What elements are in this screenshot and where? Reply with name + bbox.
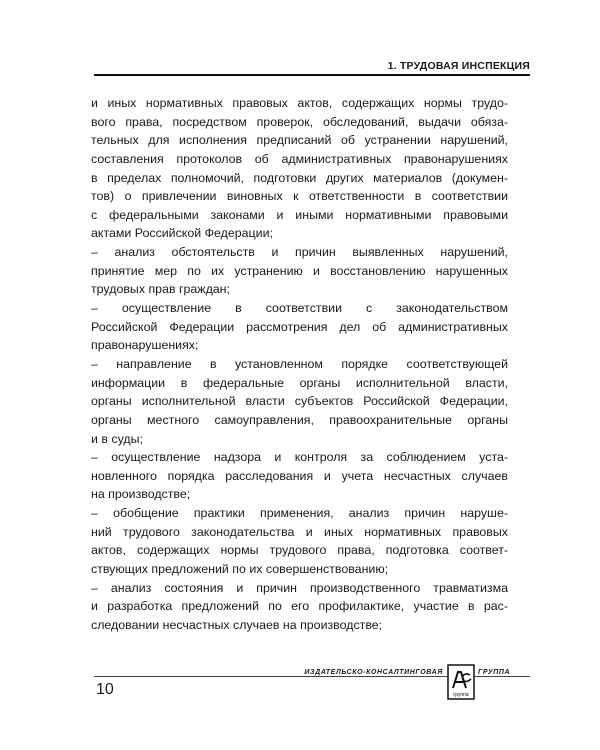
text-line: на производстве; <box>91 487 191 502</box>
publisher-mark <box>0 664 600 704</box>
text-line: органы исполнительной власти субъектов Российской Федерации, <box>91 394 508 409</box>
text-line: вого права, посредством проверок, обследований, выдачи обяза- <box>91 114 508 129</box>
text-line: – анализ состояния и причин производственного травматизма <box>91 580 508 595</box>
publisher-name-left: ИЗДАТЕЛЬСКО-КОНСАЛТИНГОВАЯ <box>304 669 443 676</box>
text-line: трудовых прав граждан; <box>91 282 230 297</box>
page-number: 10 <box>96 681 114 698</box>
text-line: правонарушениях; <box>91 338 199 353</box>
text-line: ствующих предложений по их совершенствованию; <box>91 562 389 577</box>
text-line: в пределах полномочий, подготовки других материалов (докумен- <box>91 170 508 185</box>
text-line: составления протоколов об административных правонарушениях <box>91 151 508 166</box>
text-line: принятие мер по их устранению и восстановлению нарушенных <box>91 263 508 278</box>
text-line: актами Российской Федерации; <box>91 226 273 241</box>
text-line: тов) о привлечении виновных к ответственности в соответствии <box>91 189 508 204</box>
header-rule <box>94 74 530 76</box>
chapter-title: 1. ТРУДОВАЯ ИНСПЕКЦИЯ <box>387 60 530 72</box>
publisher-name-right: ГРУППА <box>478 669 511 676</box>
text-line: новленного порядка расследования и учета несчастных случаев <box>91 468 508 483</box>
text-line: информации в федеральные органы исполнительной власти, <box>91 375 508 390</box>
text-line: – осуществление в соответствии с законодательством <box>91 301 508 316</box>
text-line: – осуществление надзора и контроля за соблюдением уста- <box>91 450 508 465</box>
text-line: тельных для исполнения предписаний об устранении нарушений, <box>91 133 508 148</box>
publisher-logo-icon <box>447 664 475 700</box>
logo-caption: группа <box>453 692 469 698</box>
text-line: и разработка предложений по его профилактике, участие в рас- <box>91 599 508 614</box>
text-line: следовании несчастных случаев на производстве; <box>91 617 383 632</box>
text-line: – направление в установленном порядке соответствующей <box>91 356 508 371</box>
text-line: Российской Федерации рассмотрения дел об административных <box>91 319 508 334</box>
text-line: органы местного самоуправления, правоохранительные органы <box>91 412 508 427</box>
body-text <box>91 94 508 635</box>
text-line: и в суды; <box>91 431 143 446</box>
text-line: ний трудового законодательства и иных нормативных правовых <box>91 524 508 539</box>
text-line: актов, содержащих нормы трудового права, подготовка соответ- <box>91 543 508 558</box>
text-line: с федеральными законами и иными нормативными правовыми <box>91 207 508 222</box>
text-line: – анализ обстоятельств и причин выявленных нарушений, <box>91 245 508 260</box>
text-line: и иных нормативных правовых актов, содержащих нормы трудо- <box>91 96 508 110</box>
text-line: – обобщение практики применения, анализ причин наруше- <box>91 506 508 521</box>
running-header <box>94 44 530 76</box>
